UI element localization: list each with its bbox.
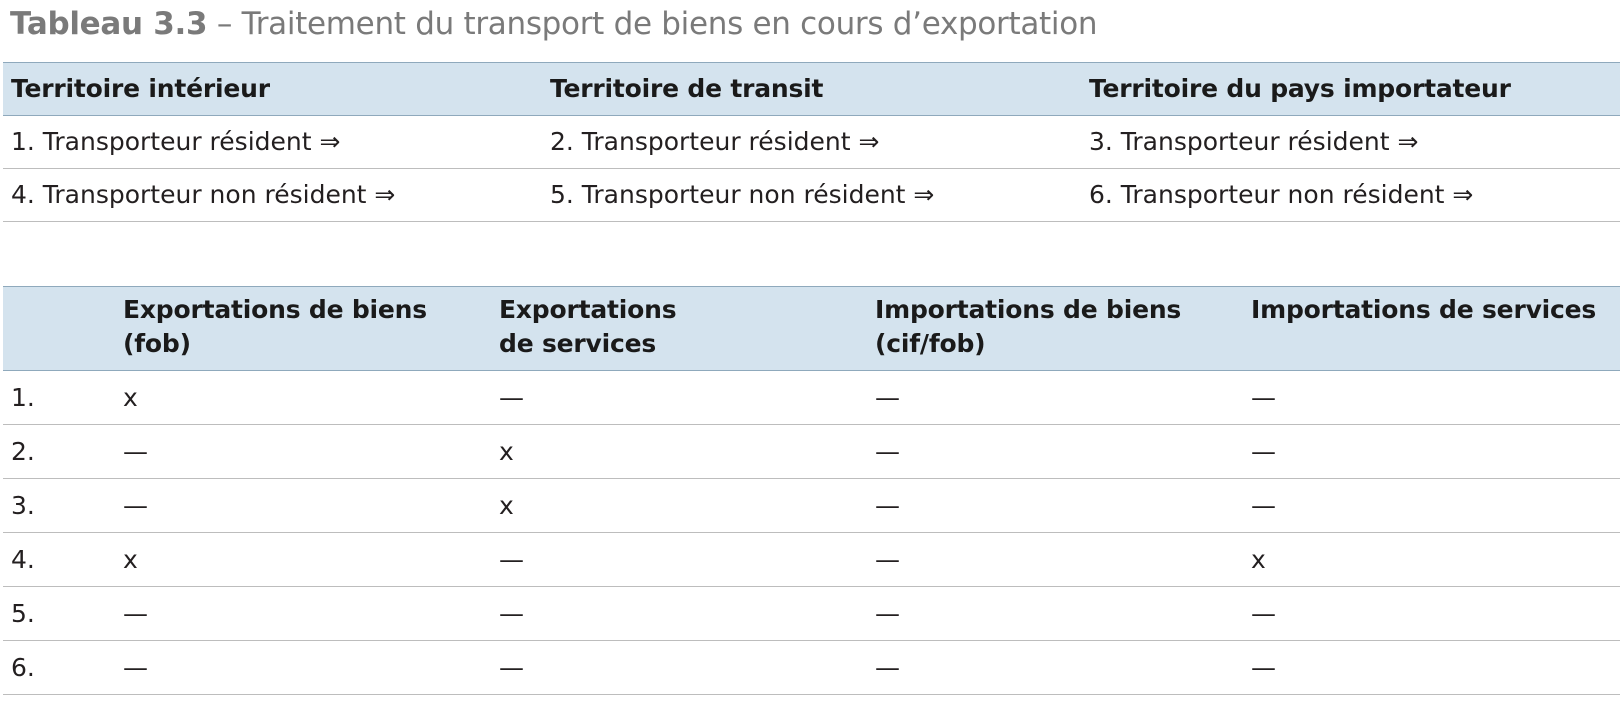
- table-cell: —: [115, 479, 491, 533]
- table-row: [3, 641, 1620, 695]
- table-cell: —: [1243, 371, 1620, 425]
- header-line: Importations de biens: [875, 295, 1182, 324]
- header-importing-territory: Territoire du pays importateur: [1081, 63, 1620, 116]
- row-number: 5.: [3, 587, 115, 641]
- table-cell: —: [867, 371, 1243, 425]
- table-cell: x: [1243, 533, 1620, 587]
- row-number: 3.: [3, 479, 115, 533]
- table-row: [3, 116, 1620, 169]
- table-row: [3, 533, 1620, 587]
- header-goods-exports: [115, 287, 491, 371]
- table-cell: —: [1243, 479, 1620, 533]
- table-cell: x: [491, 425, 867, 479]
- header-services-exports: [491, 287, 867, 371]
- row-number: 2.: [3, 425, 115, 479]
- header-line: Exportations: [499, 295, 677, 324]
- table-cell: x: [115, 533, 491, 587]
- header-services-imports: [1243, 287, 1620, 371]
- table-cell: x: [115, 371, 491, 425]
- transit-header-row: [3, 63, 1620, 116]
- transport-treatment-table: [3, 286, 1620, 695]
- table-title: [10, 2, 1097, 46]
- table-cell: 1. Transporteur résident ⇒: [3, 116, 542, 169]
- table-cell: —: [867, 425, 1243, 479]
- treatment-header-row: [3, 287, 1620, 371]
- table-cell: —: [1243, 587, 1620, 641]
- table-row: [3, 425, 1620, 479]
- table-cell: —: [867, 533, 1243, 587]
- table-row: [3, 371, 1620, 425]
- table-cell: 5. Transporteur non résident ⇒: [542, 169, 1081, 222]
- table-row: [3, 587, 1620, 641]
- row-number: 6.: [3, 641, 115, 695]
- row-number: 1.: [3, 371, 115, 425]
- table-cell: —: [115, 641, 491, 695]
- row-number: 4.: [3, 533, 115, 587]
- table-cell: —: [867, 479, 1243, 533]
- header-transit-territory: Territoire de transit: [542, 63, 1081, 116]
- table-cell: 6. Transporteur non résident ⇒: [1081, 169, 1620, 222]
- table-cell: —: [491, 641, 867, 695]
- header-line: (cif/fob): [875, 329, 986, 358]
- table-cell: —: [867, 587, 1243, 641]
- table-row: [3, 479, 1620, 533]
- table-cell: —: [867, 641, 1243, 695]
- table-cell: —: [491, 533, 867, 587]
- table-title-text: – Traitement du transport de biens en cours d’exportation: [207, 6, 1098, 42]
- header-goods-imports: [867, 287, 1243, 371]
- header-line: de services: [499, 329, 657, 358]
- table-cell: —: [1243, 641, 1620, 695]
- table-cell: x: [491, 479, 867, 533]
- table-cell: 4. Transporteur non résident ⇒: [3, 169, 542, 222]
- transit-territory-table: [3, 62, 1620, 222]
- table-cell: —: [491, 371, 867, 425]
- header-line: Importations de services: [1251, 295, 1597, 324]
- table-cell: 2. Transporteur résident ⇒: [542, 116, 1081, 169]
- table-cell: —: [491, 587, 867, 641]
- table-row: [3, 169, 1620, 222]
- header-domestic-territory: Territoire intérieur: [3, 63, 542, 116]
- header-line: (fob): [123, 329, 191, 358]
- table-cell: 3. Transporteur résident ⇒: [1081, 116, 1620, 169]
- table-title-label: Tableau 3.3: [10, 6, 208, 42]
- table-cell: —: [1243, 425, 1620, 479]
- header-line: Exportations de biens: [123, 295, 427, 324]
- header-row-number: [3, 287, 115, 371]
- table-cell: —: [115, 587, 491, 641]
- table-cell: —: [115, 425, 491, 479]
